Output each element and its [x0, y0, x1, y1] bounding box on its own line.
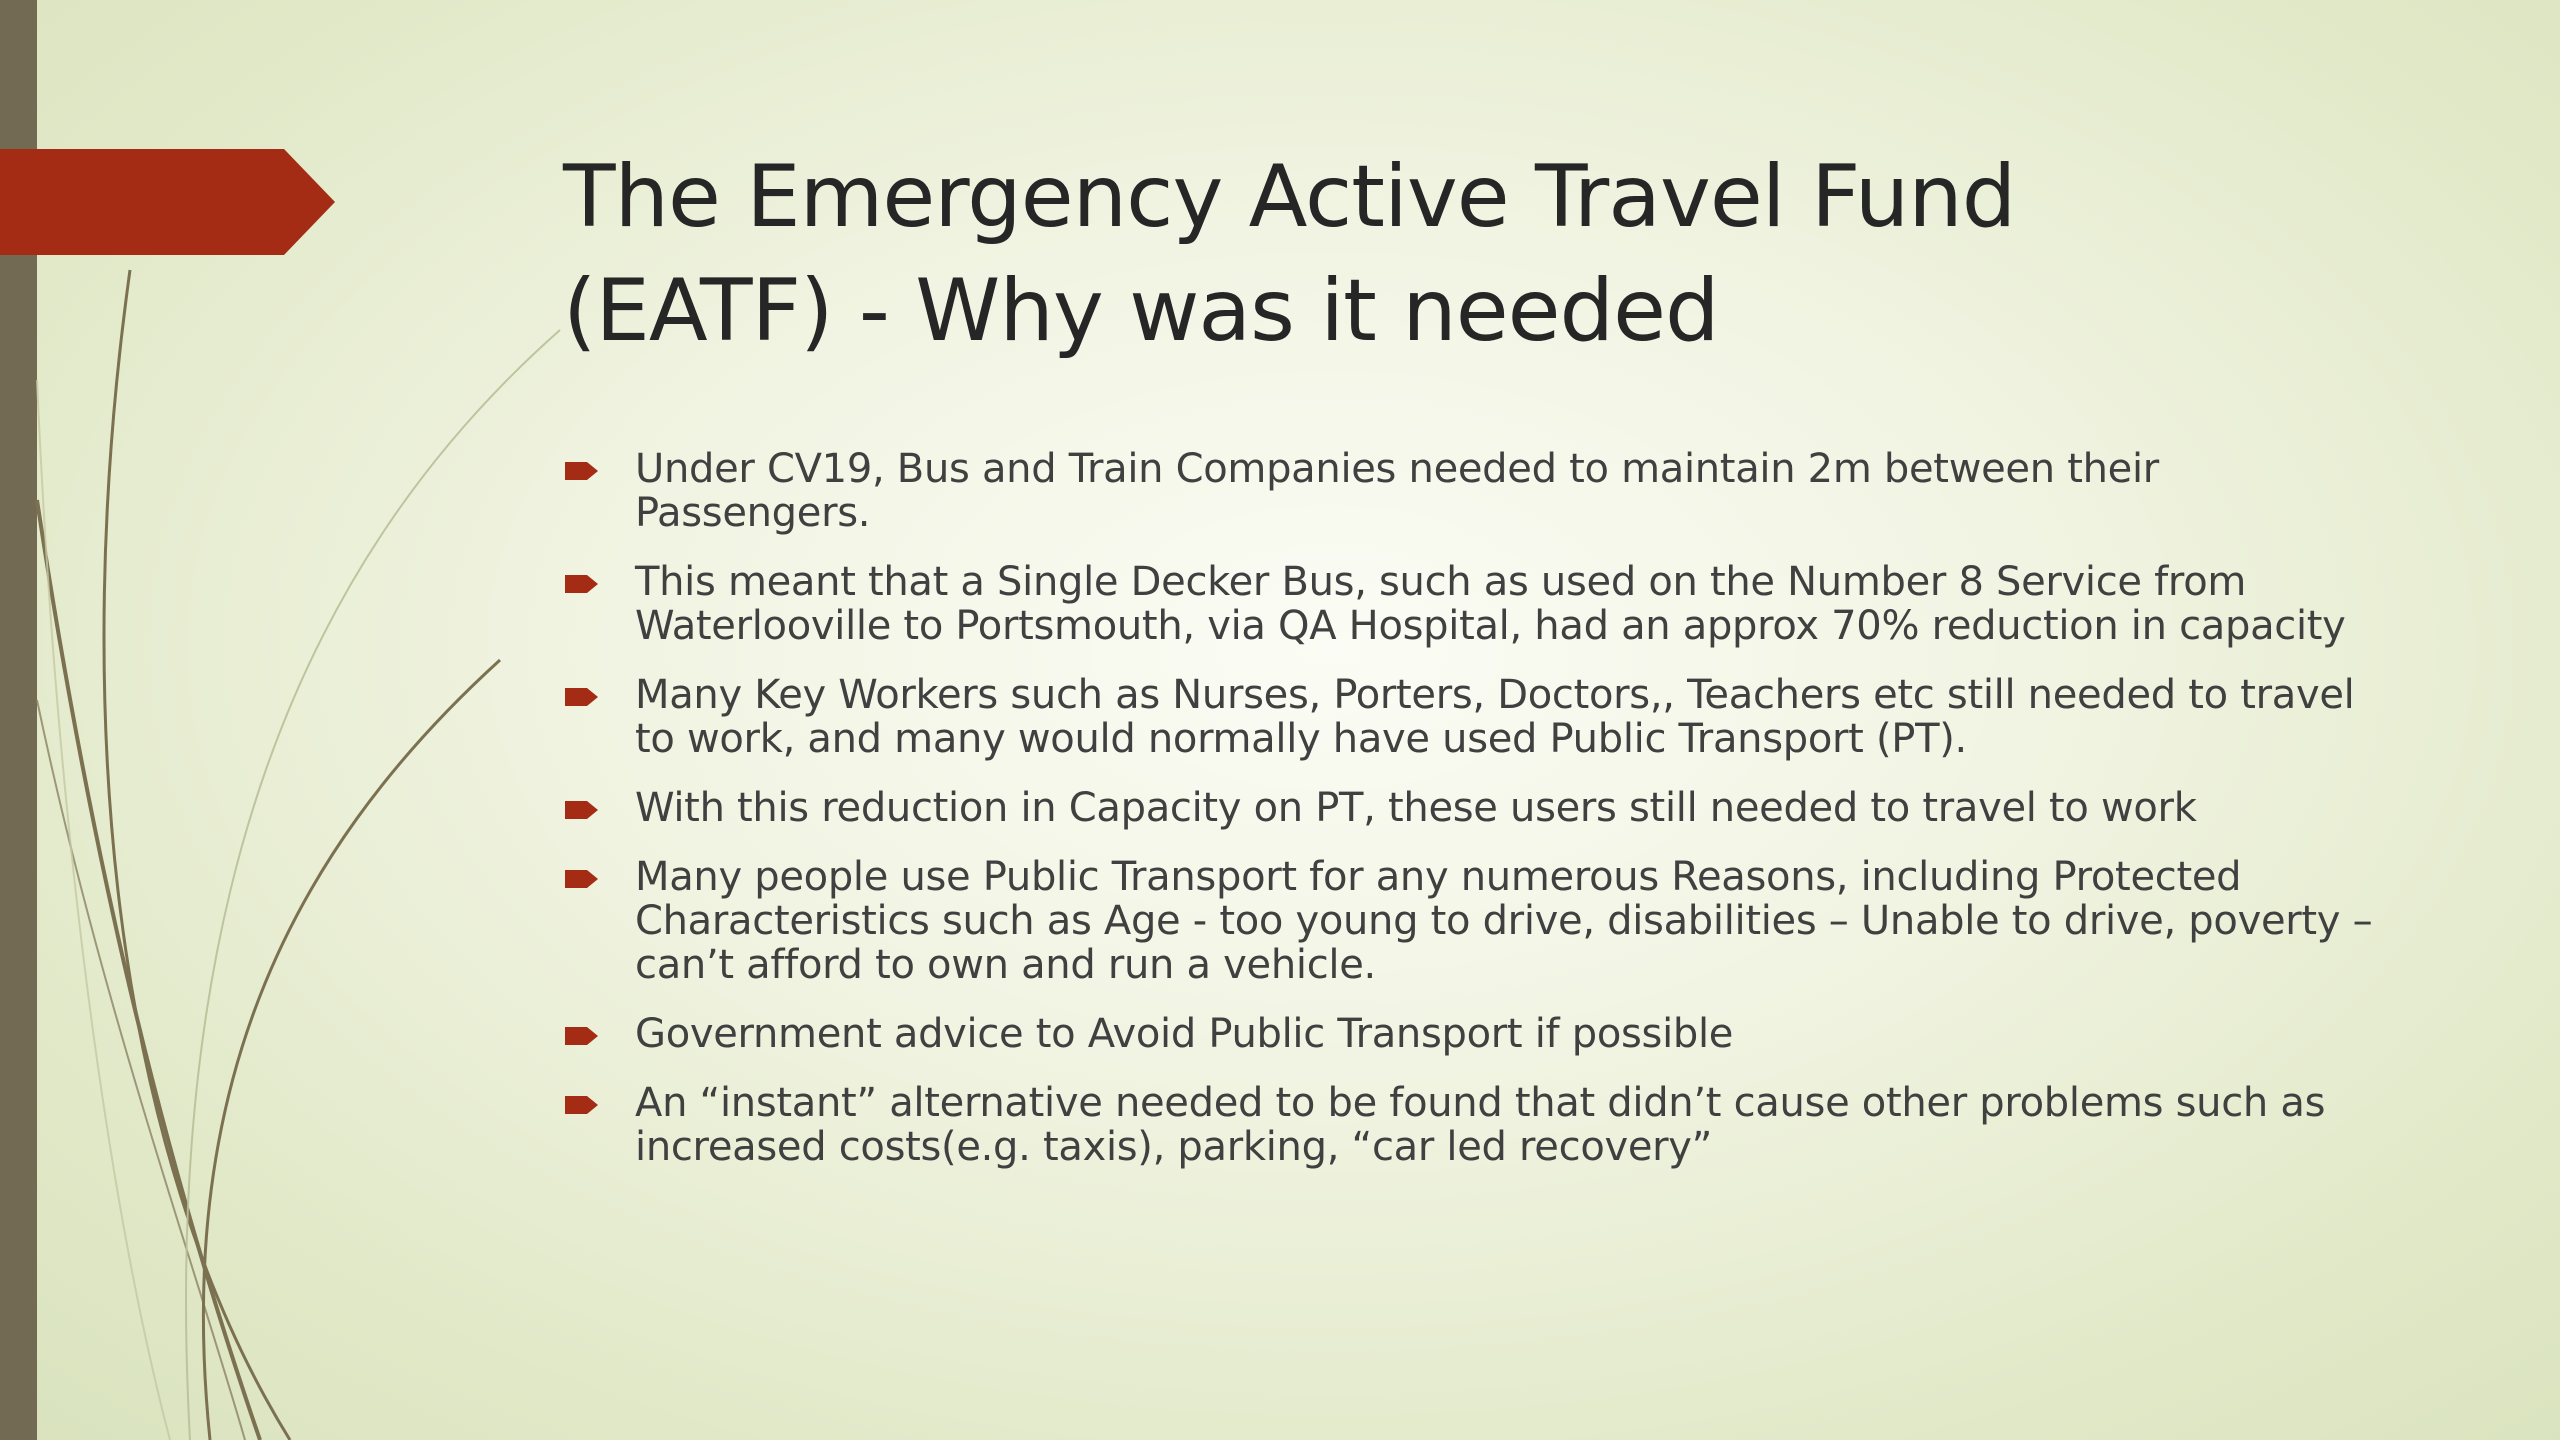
arrow-bullet-icon	[565, 1094, 599, 1116]
slide-title	[563, 140, 2463, 368]
arrow-bullet-icon	[565, 573, 599, 595]
arrow-bullet-icon	[565, 799, 599, 821]
title-arrow-tab	[0, 149, 335, 255]
bullet-item	[563, 855, 2403, 987]
arrow-tab-shape	[0, 149, 335, 255]
slide-title-line-1: The Emergency Active Travel Fund	[563, 147, 2016, 247]
arrow-bullet-icon	[565, 868, 599, 890]
bullet-text: Under CV19, Bus and Train Companies needed to maintain 2m between their Passengers.	[635, 446, 2159, 536]
bullet-item	[563, 560, 2403, 648]
arrow-bullet-icon	[565, 460, 599, 482]
bullet-list	[563, 447, 2403, 1194]
bullet-text: This meant that a Single Decker Bus, such as used on the Number 8 Service from Waterlooville to Portsmouth, via QA Hospital, had an approx 70% reduction in capacity	[635, 559, 2346, 649]
arrow-bullet-icon	[565, 686, 599, 708]
bullet-item	[563, 1081, 2403, 1169]
slide-title-line-2: (EATF) - Why was it needed	[563, 261, 1719, 361]
bullet-text: Government advice to Avoid Public Transport if possible	[635, 1011, 1734, 1057]
bullet-text: Many Key Workers such as Nurses, Porters, Doctors,, Teachers etc still needed to travel to work, and many would normally have used Public Transport (PT).	[635, 672, 2355, 762]
bullet-item	[563, 1012, 2403, 1056]
arrow-bullet-icon	[565, 1025, 599, 1047]
bullet-item	[563, 447, 2403, 535]
bullet-item	[563, 786, 2403, 830]
bullet-text: With this reduction in Capacity on PT, these users still needed to travel to work	[635, 785, 2197, 831]
bullet-text: An “instant” alternative needed to be found that didn’t cause other problems such as increased costs(e.g. taxis), parking, “car led recovery”	[635, 1080, 2326, 1170]
bullet-item	[563, 673, 2403, 761]
bullet-text: Many people use Public Transport for any numerous Reasons, including Protected Characteristics such as Age - too young to drive, disabilities – Unable to drive, poverty – can’t afford to own and run a vehicle.	[635, 854, 2373, 988]
